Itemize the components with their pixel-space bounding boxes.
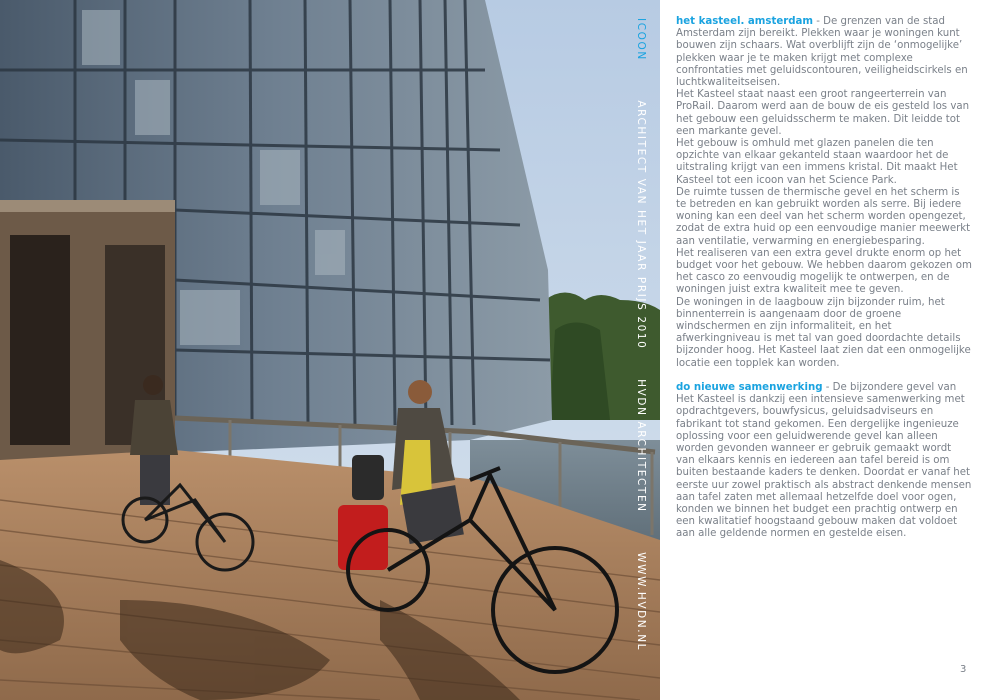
paragraph: Het Kasteel staat naast een groot rangeerterrein van ProRail. Daarom werd aan de bouw de eis gesteld los van het gebouw een geluidsscherm te maken. Dit leidde tot een markante gevel.: [676, 89, 970, 137]
paragraph: De ruimte tussen de thermische gevel en het scherm is te betreden en kan gebruikt worden als serre. Bij iedere woning kan een deel van het scherm worden opengezet, zodat de extra huid op een eenvoudige manier meewerkt aan ventilatie, verwarming en energiebesparing.: [676, 186, 971, 247]
paragraph-lead: - De grenzen van de stad Amsterdam zijn bereikt. Plekken waar je woningen kunt bouwen zijn schaars. Wat overblijft zijn de ‘onmogelijke’ plekken waar je te maken krijgt met complexe confrontaties met geluidscontouren, veiligheidscirkels en luchtkwaliteitseisen.: [676, 16, 968, 89]
paragraph: [676, 16, 972, 89]
spine-url: WWW.HVDN.NL: [635, 552, 647, 652]
paragraph: Het gebouw is omhuld met glazen panelen die ten opzichte van elkaar gekanteld staan waardoor het de uitstraling krijgt van een immens kristal. Dit maakt Het Kasteel tot een icoon van het Science Park.: [676, 138, 958, 186]
spine-label-blue: ICOON: [635, 18, 647, 61]
paragraph: [676, 382, 972, 541]
paragraph: De woningen in de laagbouw zijn bijzonder ruim, het binnenterrein is aangenaam door de groene windschermen en zijn informaliteit, en het afwerkingniveau is met tal van goed doordachte details bijzonder hoog. Het Kasteel laat zien dat een onmogelijke locatie een topplek kan worden.: [676, 296, 971, 369]
section-heading: do nieuwe samenwerking: [676, 381, 823, 393]
paragraph-lead: - De bijzondere gevel van Het Kasteel is dankzij een intensieve samenwerking met opdrachtgevers, bouwfysicus, geluidsadviseurs en fabrikant tot stand gekomen. Een dergelijke ingenieuze oplossing voor een geluidwerende gevel kan alleen worden gevonden wanneer er gebruik gemaakt wordt van elkaars kennis en iedereen aan tafel bereid is om buiten bestaande kaders te denken. Doordat er vanaf het eerste uur zowel praktisch als abstract denkende mensen aan tafel zaten met allemaal hetzelfde doel voor ogen, konden we binnen het budget een prachtig ontwerp en een kwalitatief hoogstaand gebouw maken dat voldoet aan alle geldende normen en gestelde eisen.: [676, 381, 972, 540]
spine-label-award: ARCHITECT VAN HET JAAR PRIJS 2010: [635, 100, 647, 350]
spine-firm: HVDN ARCHITECTEN: [635, 379, 647, 513]
section-heading: het kasteel. amsterdam: [676, 16, 814, 27]
spine-label: [635, 18, 647, 651]
page-number: 3: [960, 664, 967, 675]
spine-strip: [633, 0, 660, 700]
article-column: [676, 16, 972, 541]
paragraph: Het realiseren van een extra gevel drukte enorm op het budget voor het gebouw. We hebben daarom gekozen om het casco zo eenvoudig mogelijk te ontwerpen, en de woningen juist extra kwaliteit mee te geven.: [676, 247, 972, 296]
